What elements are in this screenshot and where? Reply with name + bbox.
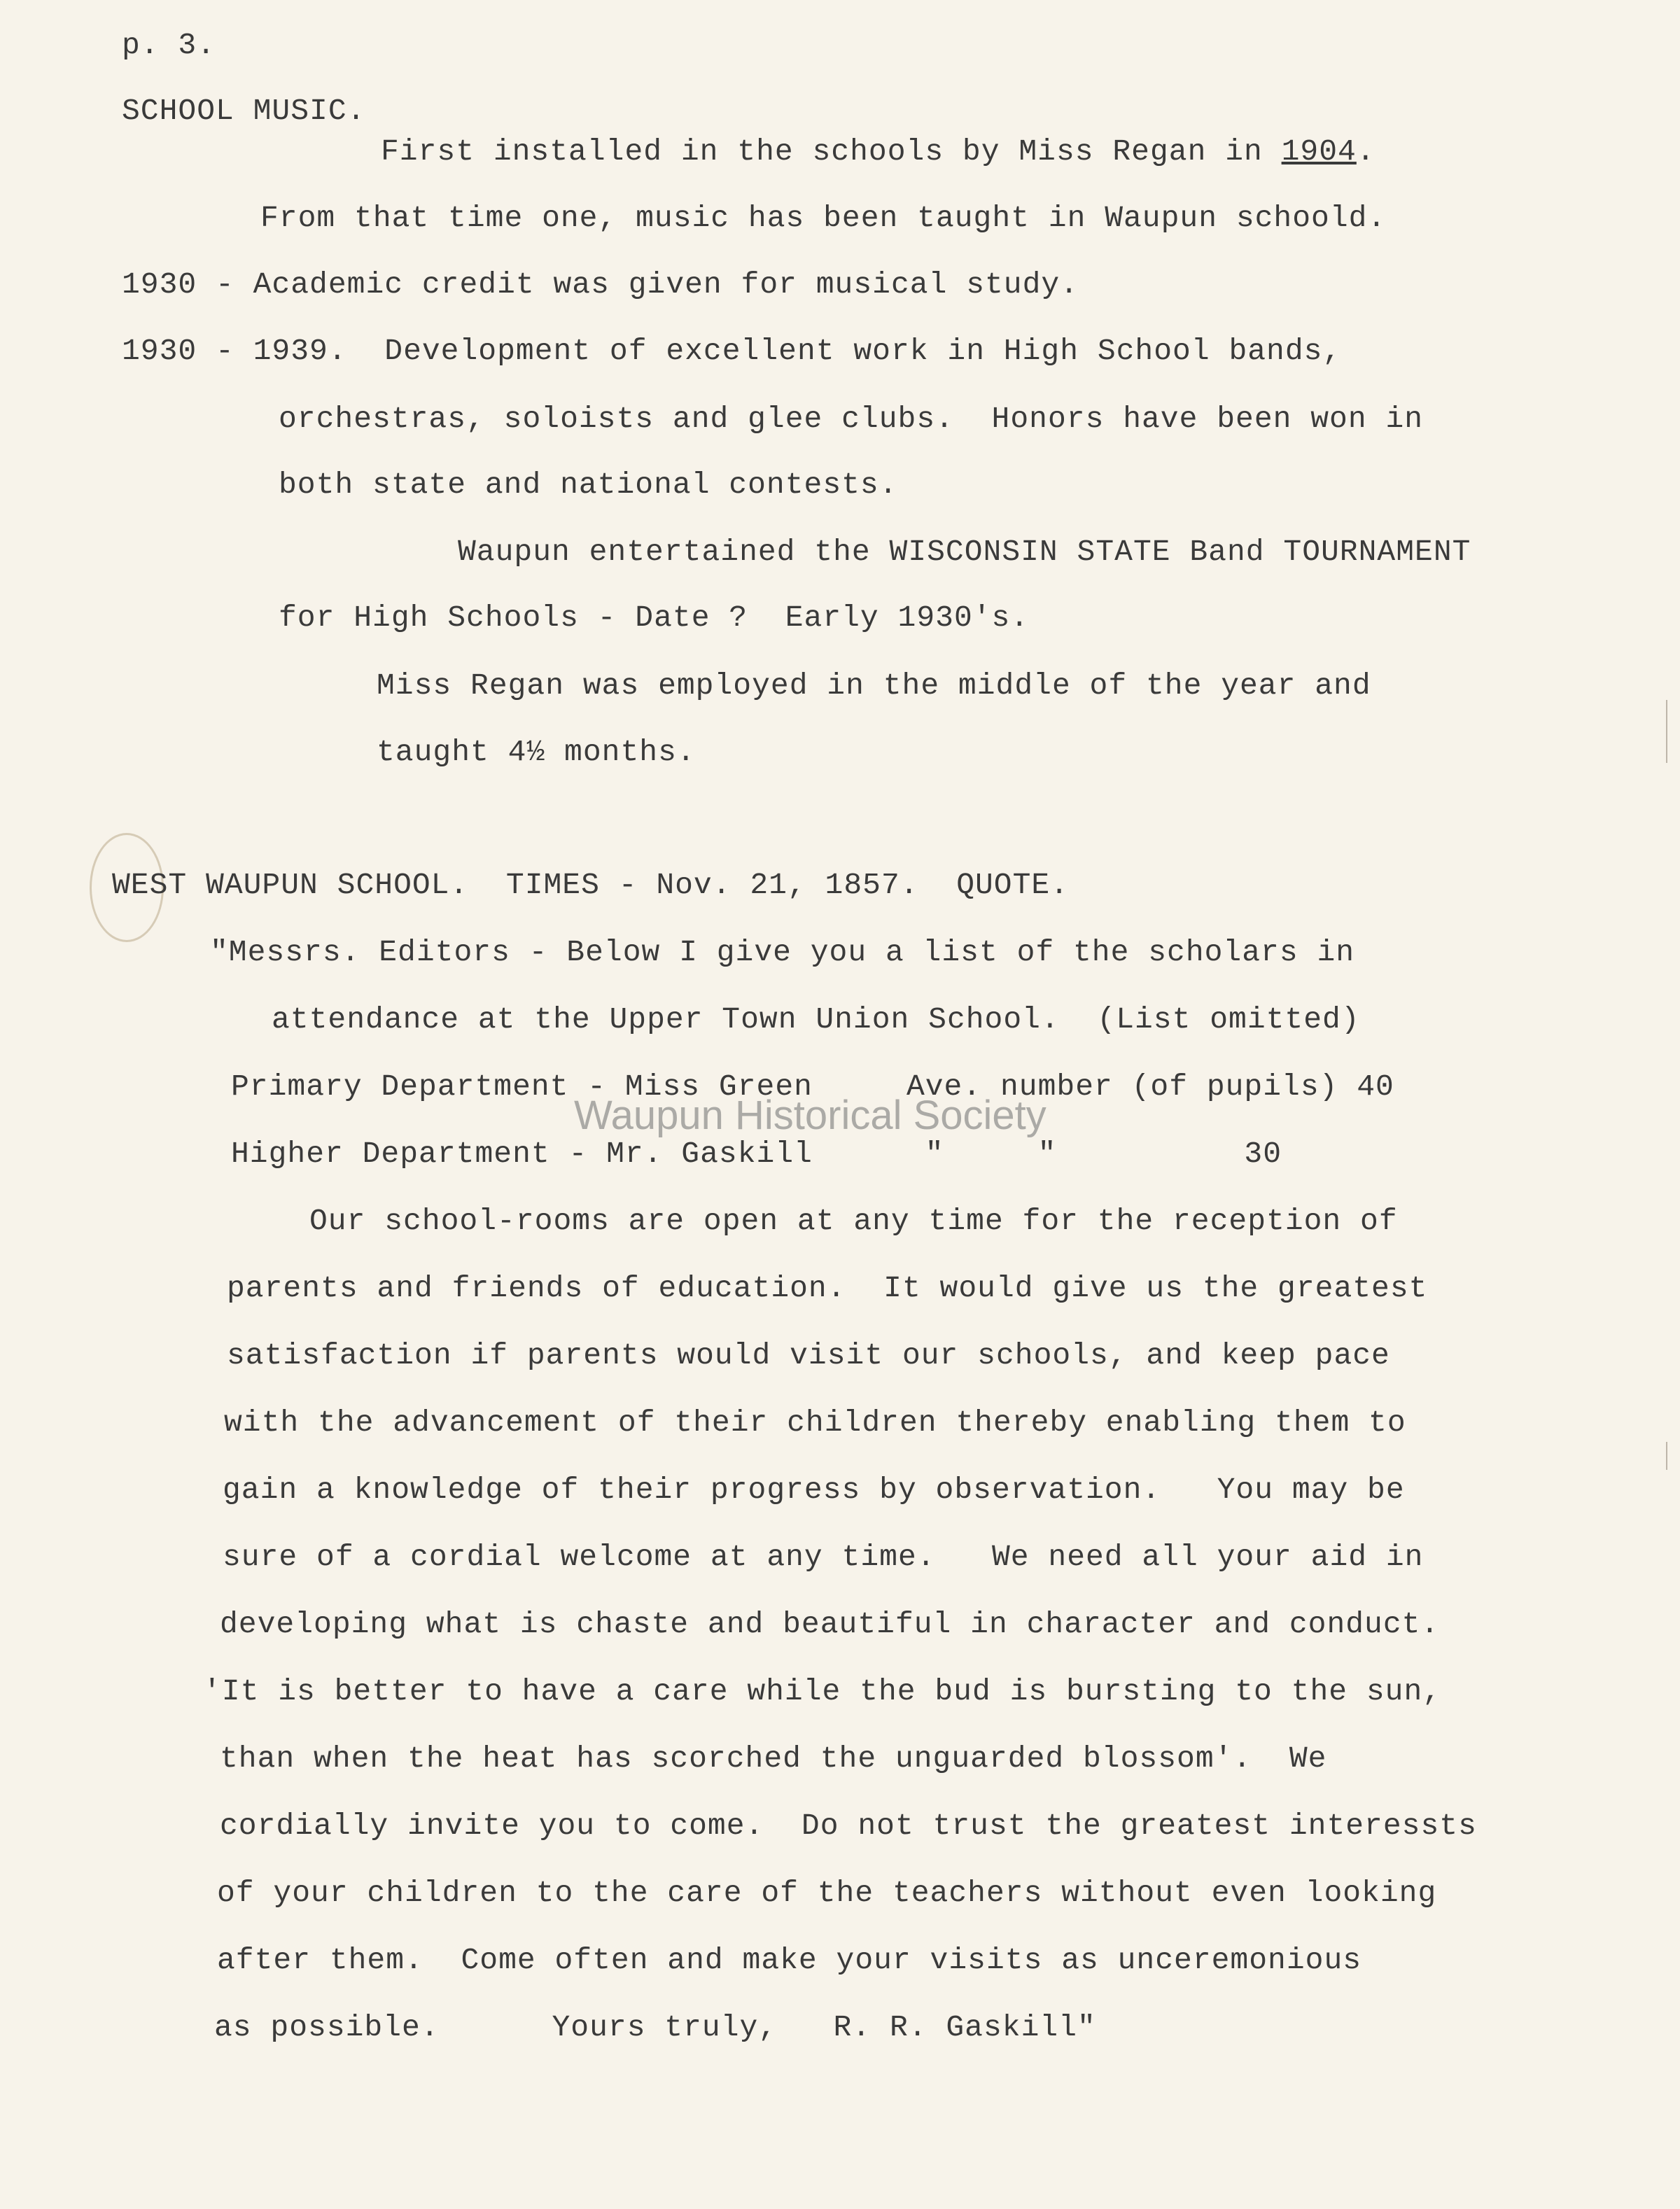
music-line-7: Waupun entertained the WISCONSIN STATE Band TOURNAMENT: [458, 535, 1471, 569]
quote-line-7: satisfaction if parents would visit our schools, and keep pace: [227, 1338, 1390, 1373]
quote-line-3: Primary Department - Miss Green Ave. number (of pupils) 40: [231, 1070, 1394, 1104]
quote-line-11: developing what is chaste and beautiful in character and conduct.: [220, 1607, 1440, 1641]
quote-line-13: than when the heat has scorched the unguarded blossom'. We: [220, 1741, 1327, 1776]
quote-line-12: 'It is better to have a care while the bud is bursting to the sun,: [203, 1674, 1442, 1709]
quote-line-6: parents and friends of education. It would give us the greatest: [227, 1271, 1428, 1305]
quote-line-16: after them. Come often and make your visits as unceremonious: [217, 1943, 1362, 1977]
music-line-5: orchestras, soloists and glee clubs. Honors have been won in: [279, 402, 1424, 436]
music-line-4: 1930 - 1939. Development of excellent work in High School bands,: [122, 334, 1342, 368]
page-number: p. 3.: [122, 28, 216, 62]
music-line-8: for High Schools - Date ? Early 1930's.: [279, 601, 1030, 635]
music-line-9: Miss Regan was employed in the middle of the year and: [377, 668, 1371, 703]
quote-line-4: Higher Department - Mr. Gaskill " " 30: [231, 1137, 1282, 1171]
music-line-2: From that time one, music has been taught in Waupun schoold.: [260, 201, 1387, 235]
watermark-text: Waupun Historical Society: [574, 1093, 1046, 1138]
music-line-1: First installed in the schools by Miss Regan in 1904.: [381, 134, 1376, 169]
quote-line-8: with the advancement of their children thereby enabling them to: [224, 1405, 1406, 1440]
quote-line-10: sure of a cordial welcome at any time. We need all your aid in: [223, 1540, 1424, 1574]
school-music-heading: SCHOOL MUSIC.: [122, 94, 366, 128]
music-line-6: both state and national contests.: [279, 468, 898, 502]
west-waupun-heading: WEST WAUPUN SCHOOL. TIMES - Nov. 21, 1857. QUOTE.: [112, 868, 1070, 902]
quote-line-5: Our school-rooms are open at any time for the reception of: [309, 1204, 1398, 1238]
quote-line-9: gain a knowledge of their progress by observation. You may be: [223, 1473, 1405, 1507]
quote-line-2: attendance at the Upper Town Union School. (List omitted): [272, 1002, 1360, 1037]
music-line-10: taught 4½ months.: [377, 735, 696, 769]
music-line-3: 1930 - Academic credit was given for musical study.: [122, 267, 1079, 302]
year-1904: 1904: [1281, 134, 1357, 169]
quote-line-17: as possible. Yours truly, R. R. Gaskill": [214, 2010, 1096, 2045]
edge-mark: [1666, 1442, 1667, 1470]
quote-line-14: cordially invite you to come. Do not trust the greatest interessts: [220, 1809, 1477, 1843]
quote-line-15: of your children to the care of the teachers without even looking: [217, 1876, 1437, 1910]
edge-mark: [1666, 700, 1667, 763]
quote-line-1: "Messrs. Editors - Below I give you a list of the scholars in: [210, 935, 1355, 969]
